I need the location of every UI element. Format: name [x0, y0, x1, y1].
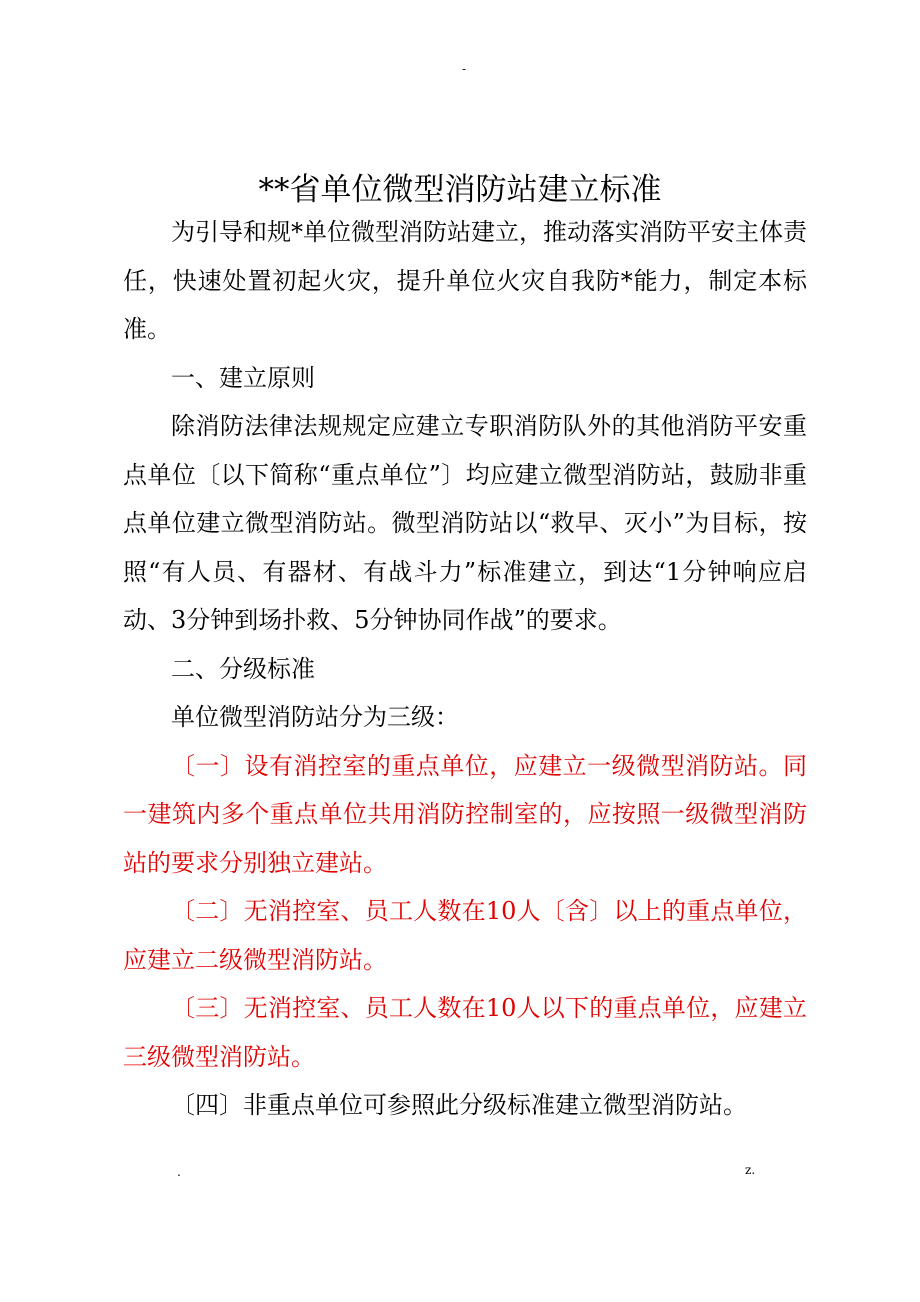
paragraph-intro: 为引导和规*单位微型消防站建立，推动落实消防平安主体责任，快速处置初起火灾，提升单位火灾自我防*能力，制定本标准。	[123, 218, 807, 343]
section-heading-grading: 二、分级标准	[171, 654, 315, 683]
paragraph-grade-one: 〔一〕设有消控室的重点单位，应建立一级微型消防站。同一建筑内多个重点单位共用消防控制室的，应按照一级微型消防站的要求分别独立建站。	[123, 751, 807, 877]
paragraph-grading-intro: 单位微型消防站分为三级：	[171, 703, 459, 731]
paragraph-grade-two: 〔二〕无消控室、员工人数在10人〔含〕以上的重点单位，应建立二级微型消防站。	[123, 897, 807, 974]
section-heading-principles: 一、建立原则	[171, 363, 315, 392]
paragraph-grade-three: 〔三〕无消控室、员工人数在10人以下的重点单位，应建立三级微型消防站。	[123, 994, 807, 1071]
document-body	[123, 208, 807, 1130]
document-title: **省单位微型消防站建立标准	[258, 172, 662, 208]
footer-left-mark: .	[177, 1165, 181, 1179]
header-mark: -	[462, 62, 467, 76]
paragraph-principles: 除消防法律法规规定应建立专职消防队外的其他消防平安重点单位〔以下简称“重点单位”〕均应建立微型消防站，鼓励非重点单位建立微型消防站。微型消防站以“救早、灭小”为目标，按照“有人员、有器材、有战斗力”标准建立，到达“1分钟响应启动、3分钟到场扑救、5分钟协同作战”的要求。	[123, 412, 807, 634]
paragraph-grade-four: 〔四〕非重点单位可参照此分级标准建立微型消防站。	[171, 1091, 747, 1119]
footer-right-mark: z.	[745, 1163, 756, 1177]
